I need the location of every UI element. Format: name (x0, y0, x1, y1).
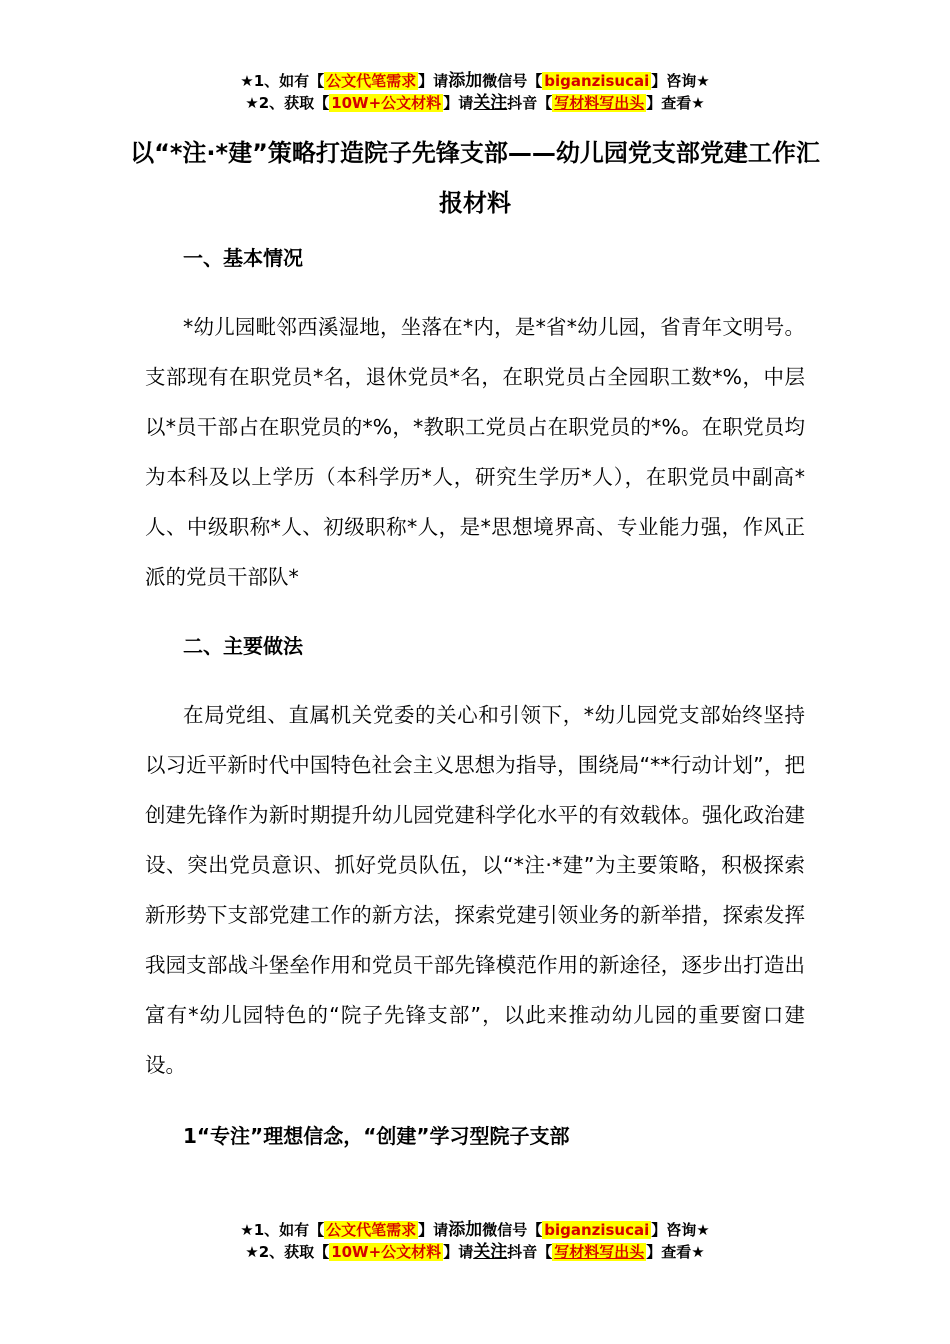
header-banner (0, 70, 950, 114)
highlight-service: 公文代笔需求 (326, 1221, 417, 1239)
paragraph-basic-info: *幼儿园毗邻西溪湿地，坐落在*内，是*省*幼儿园，省青年文明号。支部现有在职党员*名，退休党员*名，在职党员占全园职工数*%，中层以*员干部占在职党员的*%，*教职工党员占在职党员的*%。在职党员均为本科及以上学历（本科学历*人，研究生学历*人），在职党员中副高*人、中级职称*人、初级职称*人，是*思想境界高、专业能力强，作风正派的党员干部队* (145, 315, 805, 589)
banner-text: ★2、获取【 (245, 94, 330, 112)
banner-text: 】咨询★ (651, 1221, 710, 1239)
footer-banner (0, 1219, 950, 1263)
highlight-douyin-account: 写材料写出头 (554, 1243, 645, 1261)
highlight-materials: 10W+公文材料 (331, 94, 442, 112)
banner-text: 】请 (418, 1221, 449, 1239)
banner-text: 抖音【 (507, 1243, 553, 1261)
highlight-materials: 10W+公文材料 (331, 1243, 442, 1261)
banner-text: 】查看★ (646, 94, 705, 112)
banner-text: ★2、获取【 (245, 1243, 330, 1261)
highlight-service: 公文代笔需求 (326, 72, 417, 90)
document-title: 以“*注·*建”策略打造院子先锋支部——幼儿园党支部党建工作汇报材料 (130, 139, 820, 217)
banner-text: 】请 (443, 1243, 474, 1261)
banner-line-2 (0, 1241, 950, 1263)
banner-line-2 (0, 92, 950, 114)
banner-emphasis: 添加 (448, 71, 483, 91)
highlight-douyin-account: 写材料写出头 (554, 94, 645, 112)
banner-text: 】查看★ (646, 1243, 705, 1261)
banner-emphasis: 关注 (473, 1242, 508, 1262)
banner-emphasis: 关注 (473, 93, 508, 113)
banner-line-1 (0, 1219, 950, 1241)
highlight-wechat-id: biganzisucai (544, 72, 650, 90)
banner-text: ★1、如有【 (240, 72, 325, 90)
banner-text: 】请 (418, 72, 449, 90)
section-heading-main-practices: 二、主要做法 (183, 634, 303, 658)
document-body (145, 236, 805, 1158)
paragraph-main-practices: 在局党组、直属机关党委的关心和引领下，*幼儿园党支部始终坚持以习近平新时代中国特色社会主义思想为指导，围绕局“**行动计划”，把创建先锋作为新时期提升幼儿园党建科学化水平的有效载体。强化政治建设、突出党员意识、抓好党员队伍，以“*注·*建”为主要策略，积极探索新形势下支部党建工作的新方法，探索党建引领业务的新举措，探索发挥我园支部战斗堡垒作用和党员干部先锋模范作用的新途径，逐步出打造出富有*幼儿园特色的“院子先锋支部”，以此来推动幼儿园的重要窗口建设。 (145, 703, 805, 1077)
banner-text: 微信号【 (482, 72, 543, 90)
banner-line-1 (0, 70, 950, 92)
banner-text: 抖音【 (507, 94, 553, 112)
banner-text: 】咨询★ (651, 72, 710, 90)
subheading-focus-ideals: 1“专注”理想信念，“创建”学习型院子支部 (183, 1124, 570, 1148)
banner-emphasis: 添加 (448, 1220, 483, 1240)
section-heading-basic-info: 一、基本情况 (183, 246, 303, 270)
highlight-wechat-id: biganzisucai (544, 1221, 650, 1239)
banner-text: 微信号【 (482, 1221, 543, 1239)
banner-text: ★1、如有【 (240, 1221, 325, 1239)
banner-text: 】请 (443, 94, 474, 112)
